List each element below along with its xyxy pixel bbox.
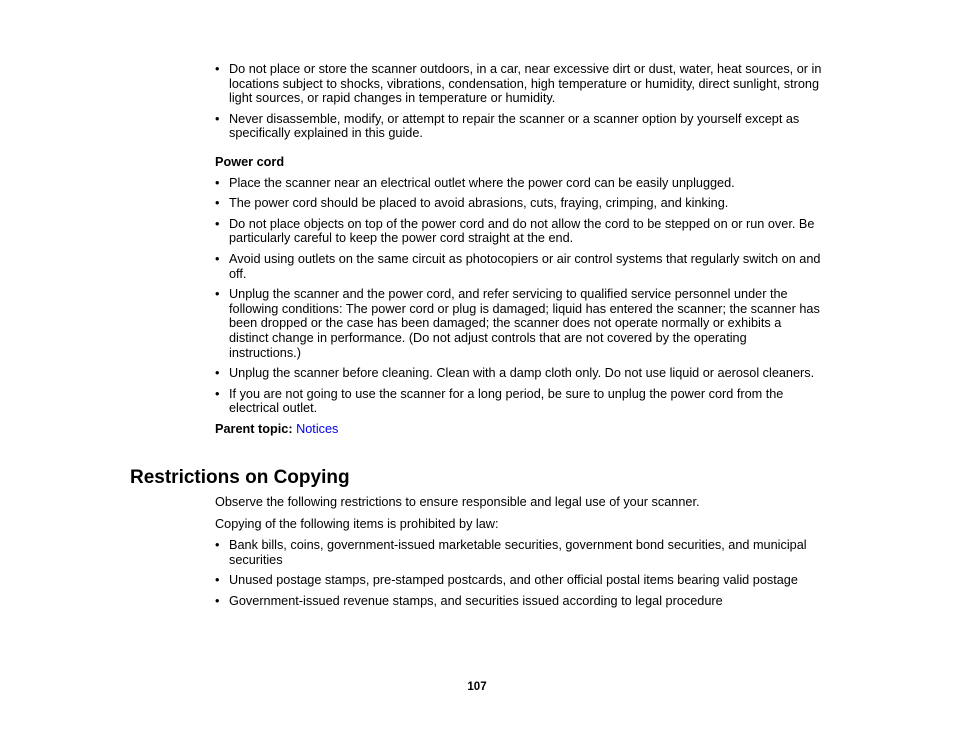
intro-bullet-list <box>215 62 822 141</box>
list-item: • Place the scanner near an electrical outlet where the power cord can be easily unplugged. <box>215 176 822 191</box>
list-item: • Do not place or store the scanner outdoors, in a car, near excessive dirt or dust, water, heat sources, or in locations subject to shocks, vibrations, condensation, high temperature or humidity, direct sunlight, strong light sources, or rapid changes in temperature or humidity. <box>215 62 822 106</box>
section-heading: Restrictions on Copying <box>130 467 350 488</box>
restrictions-section <box>215 495 822 615</box>
list-item: • Bank bills, coins, government-issued marketable securities, government bond securities, and municipal securities <box>215 538 822 567</box>
list-item: • Never disassemble, modify, or attempt to repair the scanner or a scanner option by yourself except as specifically explained in this guide. <box>215 112 822 141</box>
list-item: • Avoid using outlets on the same circuit as photocopiers or air control systems that regularly switch on and off. <box>215 252 822 281</box>
section-subheading: Power cord <box>215 155 285 169</box>
list-item: • The power cord should be placed to avoid abrasions, cuts, fraying, crimping, and kinking. <box>215 196 822 211</box>
list-item: • Unplug the scanner and the power cord, and refer servicing to qualified service personnel under the following conditions: The power cord or plug is damaged; liquid has entered the scanner; the scanner has been dropped or the case has been damaged; the scanner does not operate normally or exhibits a distinct change in performance. (Do not adjust controls that are not covered by the operating instructions.) <box>215 287 822 360</box>
intro-section <box>215 62 822 147</box>
parent-topic-link[interactable]: Notices <box>296 421 339 436</box>
list-item: • Unplug the scanner before cleaning. Clean with a damp cloth only. Do not use liquid or aerosol cleaners. <box>215 366 822 381</box>
list-item: • Do not place objects on top of the power cord and do not allow the cord to be stepped on or run over. Be particularly careful to keep the power cord straight at the end. <box>215 217 822 246</box>
parent-topic-label: Parent topic: <box>215 421 293 436</box>
power-cord-bullet-list <box>215 176 822 416</box>
restrictions-bullet-list <box>215 538 822 608</box>
list-item: • If you are not going to use the scanner for a long period, be sure to unplug the power cord from the electrical outlet. <box>215 387 822 416</box>
list-item: • Government-issued revenue stamps, and securities issued according to legal procedure <box>215 594 822 609</box>
restrictions-intro: Observe the following restrictions to ensure responsible and legal use of your scanner. <box>215 495 700 509</box>
power-cord-section <box>215 155 822 437</box>
list-item: • Unused postage stamps, pre-stamped postcards, and other official postal items bearing valid postage <box>215 573 822 588</box>
parent-topic <box>215 422 822 437</box>
prohibited-intro: Copying of the following items is prohibited by law: <box>215 516 499 531</box>
page-number: 107 <box>467 681 487 693</box>
